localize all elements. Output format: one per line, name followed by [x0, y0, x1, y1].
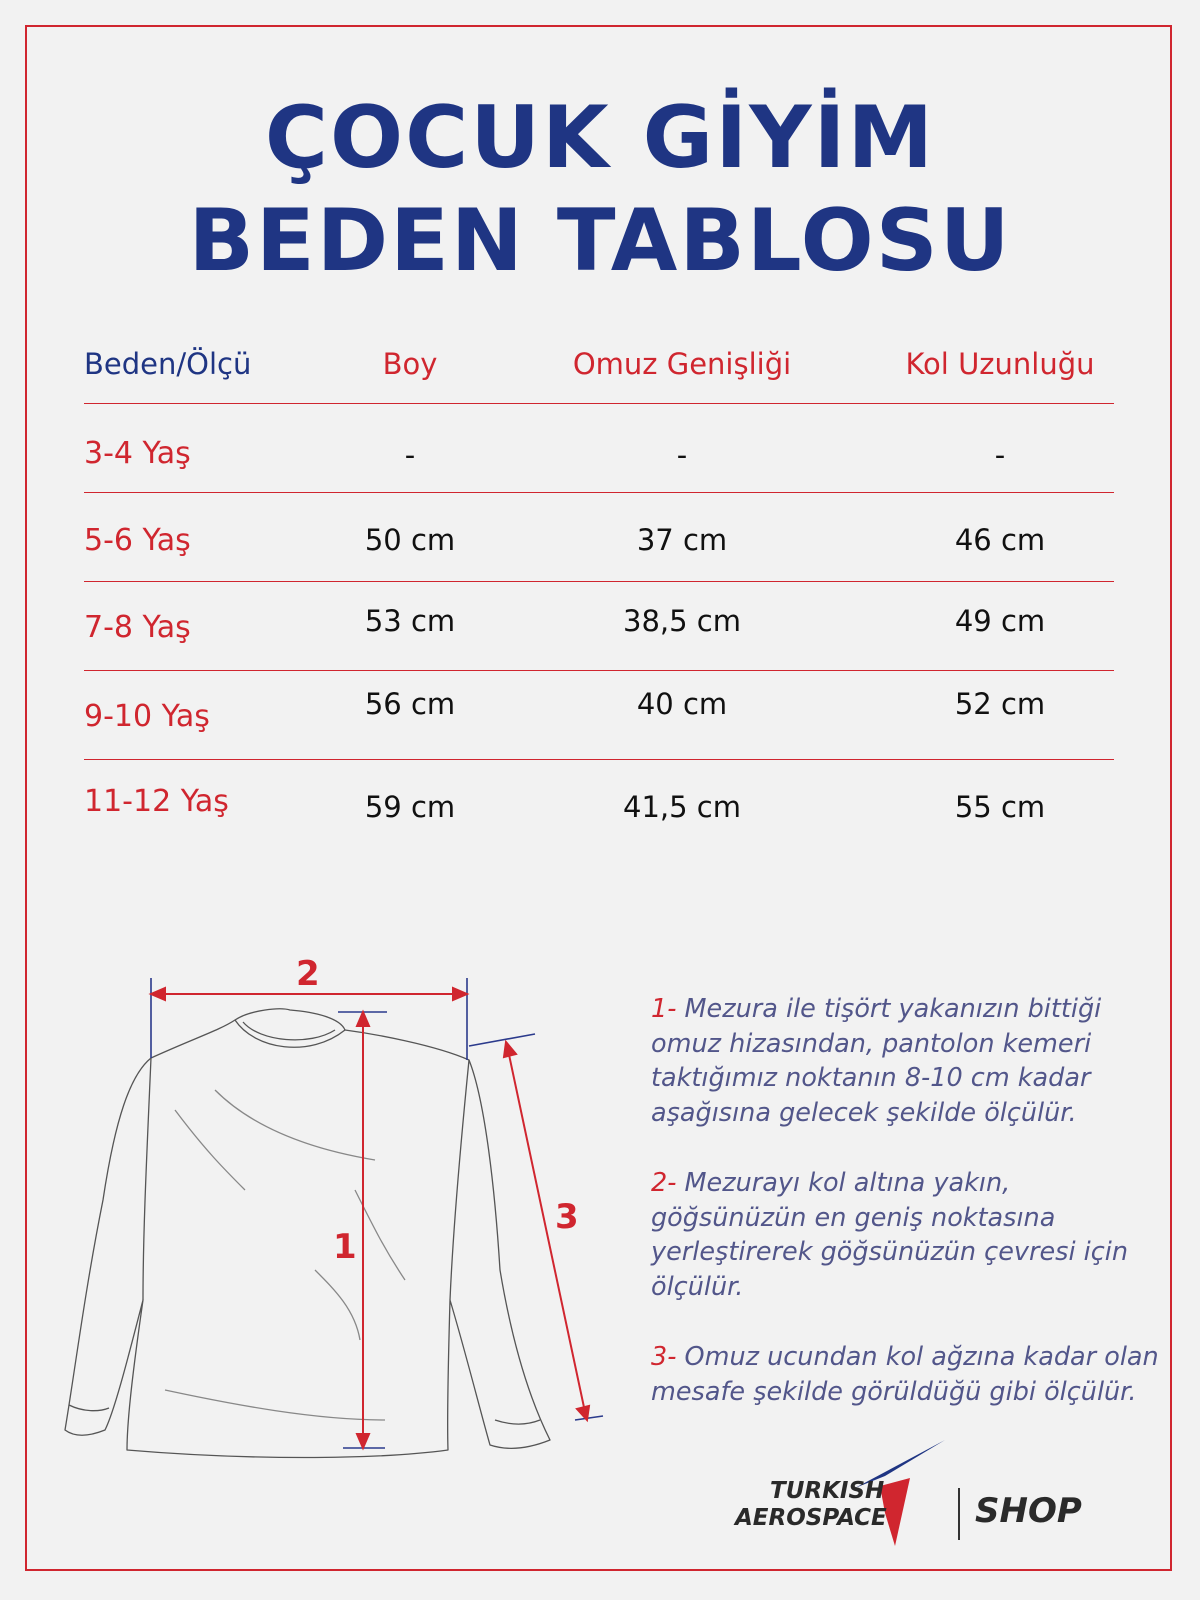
note-3-num: 3-	[651, 1342, 677, 1372]
label-3: 3	[555, 1197, 579, 1237]
tshirt-collar	[235, 1009, 345, 1030]
row-size: 9-10 Yaş	[84, 699, 210, 734]
row-size: 7-8 Yaş	[84, 610, 191, 645]
header-size: Beden/Ölçü	[84, 347, 252, 381]
logo-shop: SHOP	[975, 1491, 1082, 1531]
note-2-num: 2-	[651, 1168, 677, 1198]
row-kol: 55 cm	[954, 790, 1046, 824]
row-omuz: 40 cm	[636, 687, 728, 721]
measurement-notes	[651, 992, 1171, 1445]
arrow-1-head-bottom	[357, 1434, 369, 1448]
logo-line2: AEROSPACE	[735, 1505, 887, 1531]
row-size: 5-6 Yaş	[84, 523, 191, 558]
size-table	[84, 345, 1114, 848]
row-boy: 56 cm	[364, 687, 456, 721]
tshirt-outline	[65, 1020, 550, 1458]
page-title-line2: BEDEN TABLOSU	[188, 191, 1012, 291]
note-3-text: Omuz ucundan kol ağzına kadar olan mesafe şekilde görüldüğü gibi ölçülür.	[651, 1342, 1159, 1407]
note-2	[651, 1166, 1171, 1304]
row-boy: -	[404, 438, 416, 472]
arrow-2-head-left	[151, 988, 165, 1000]
row-size: 11-12 Yaş	[84, 784, 229, 819]
turkish-aerospace-shop-logo	[735, 1438, 1095, 1548]
label-2: 2	[296, 954, 320, 994]
row-kol: 52 cm	[954, 687, 1046, 721]
table-row	[84, 493, 1114, 582]
page-title-line1: ÇOCUK GİYİM	[264, 88, 936, 188]
row-boy: 50 cm	[364, 523, 456, 557]
arrow-3-head-bottom	[577, 1406, 589, 1420]
note-2-text: Mezurayı kol altına yakın, göğsünüzün en geniş noktasına yerleştirerek göğsünüzün çevresi için ölçülür.	[651, 1168, 1128, 1302]
arrow-2-head-right	[453, 988, 467, 1000]
arrow-3-head-top	[504, 1042, 516, 1057]
note-3	[651, 1340, 1171, 1409]
table-header-row	[84, 345, 1114, 404]
row-omuz: 37 cm	[636, 523, 728, 557]
logo-separator	[958, 1488, 960, 1540]
table-row	[84, 760, 1114, 848]
row-kol: 46 cm	[954, 523, 1046, 557]
label-1: 1	[333, 1227, 357, 1267]
table-row	[84, 582, 1114, 671]
arrow-1-head-top	[357, 1012, 369, 1026]
row-kol: -	[994, 438, 1006, 472]
row-boy: 53 cm	[364, 604, 456, 638]
logo-line1: TURKISH	[770, 1478, 885, 1504]
table-row	[84, 671, 1114, 760]
row-kol: 49 cm	[954, 604, 1046, 638]
row-size: 3-4 Yaş	[84, 436, 191, 471]
row-omuz: 38,5 cm	[623, 604, 741, 638]
header-kol: Kol Uzunluğu	[905, 347, 1095, 381]
row-boy: 59 cm	[364, 790, 456, 824]
header-omuz: Omuz Genişliği	[572, 347, 792, 381]
header-boy: Boy	[382, 347, 438, 381]
tshirt-measurement-diagram	[55, 950, 615, 1490]
note-1	[651, 992, 1171, 1130]
row-omuz: 41,5 cm	[623, 790, 741, 824]
table-row	[84, 404, 1114, 493]
note-1-text: Mezura ile tişört yakanızın bittiği omuz hizasından, pantolon kemeri taktığımız noktanın 8-10 cm kadar aşağısına gelecek şekilde ölçülür.	[651, 994, 1102, 1128]
tshirt-collar-inner	[243, 1022, 335, 1040]
note-1-num: 1-	[651, 994, 677, 1024]
row-omuz: -	[676, 438, 688, 472]
